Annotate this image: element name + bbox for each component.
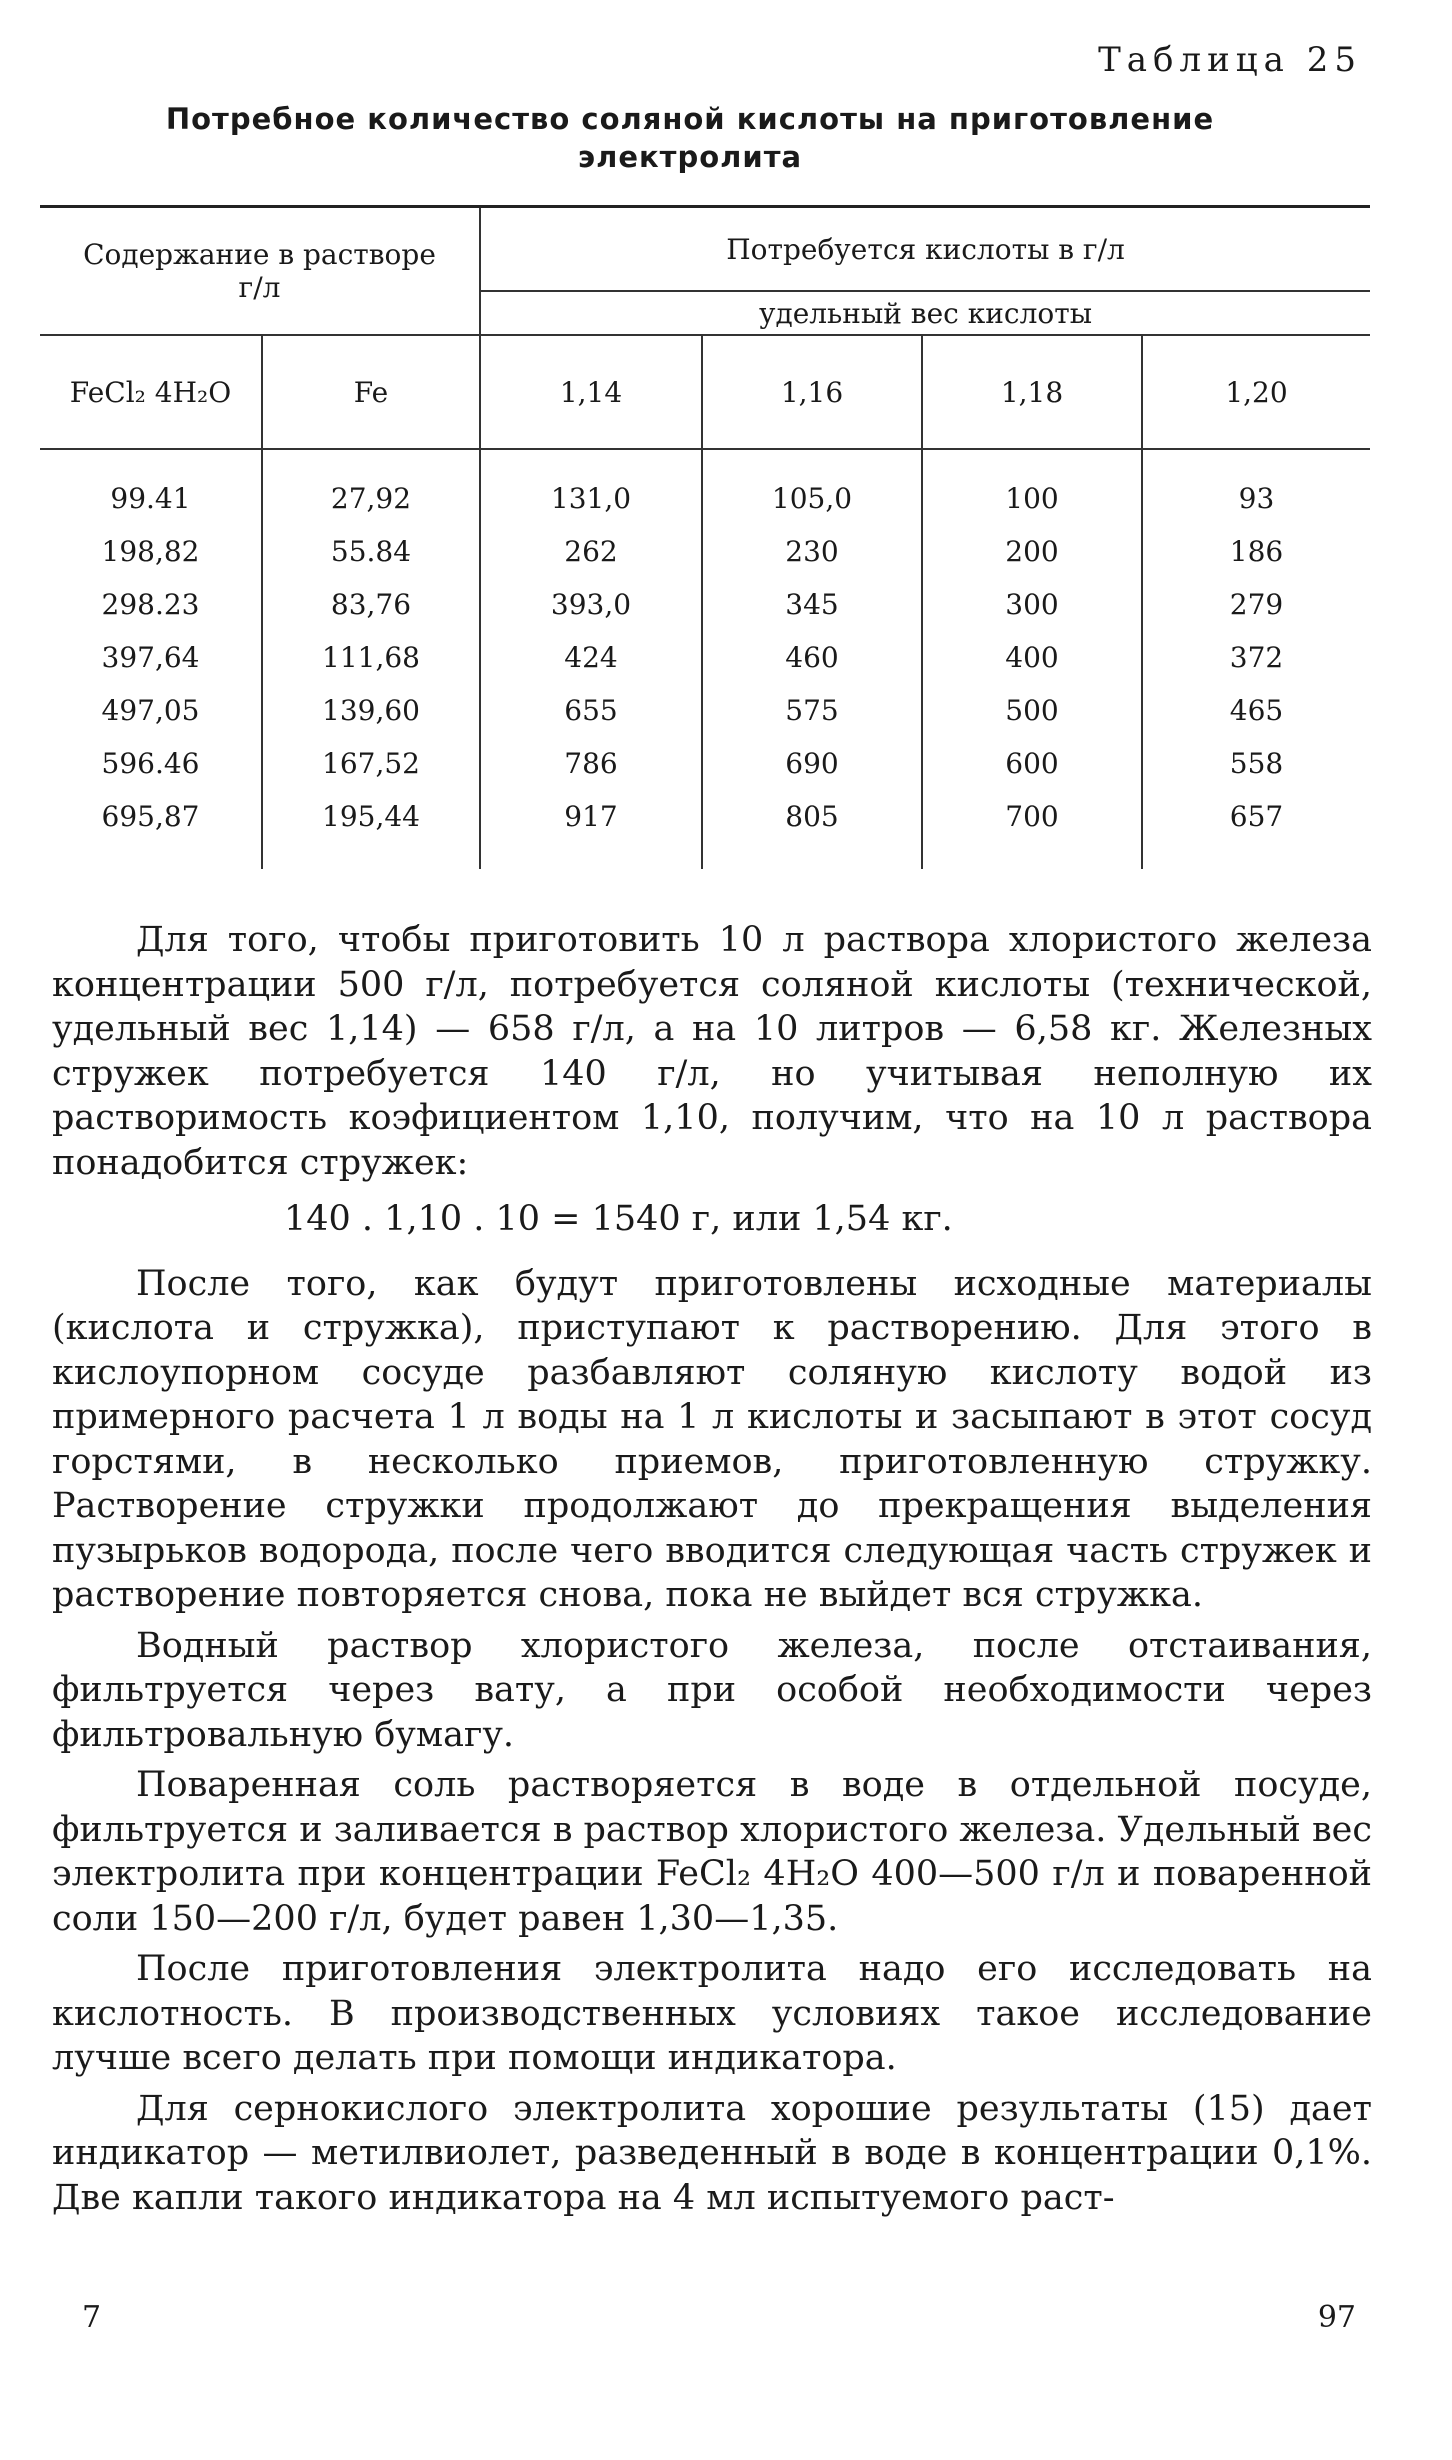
paragraph: После приготовления электролита надо его исследовать на кислотность. В производственных условиях такое исследование лучше всего делать при помощи индикатора. bbox=[52, 1949, 1372, 2078]
table-cell: 195,44 bbox=[262, 790, 480, 869]
table-cell: 460 bbox=[702, 631, 922, 684]
table-cell: 424 bbox=[480, 631, 702, 684]
table-cell: 372 bbox=[1142, 631, 1370, 684]
table-cell: 93 bbox=[1142, 449, 1370, 525]
table-cell: 596.46 bbox=[101, 747, 200, 780]
table-row bbox=[40, 631, 1370, 684]
formula: 140 . 1,10 . 10 = 1540 г, или 1,54 кг. bbox=[284, 1199, 953, 1239]
paragraph: Для сернокислого электролита хорошие результаты (15) дает индикатор — метилвиолет, разведенный в воде в концентрации 0,1%. Две капли такого индикатора на 4 мл испытуемого раст- bbox=[52, 2088, 1372, 2218]
signature-mark: 7 bbox=[82, 2300, 102, 2335]
header-specific-gravity: удельный вес кислоты bbox=[480, 291, 1370, 335]
table-cell: 198,82 bbox=[101, 535, 200, 568]
table-cell: 167,52 bbox=[262, 737, 480, 790]
page-number: 97 bbox=[1317, 2300, 1356, 2335]
table-cell: 497,05 bbox=[101, 694, 200, 727]
table-cell: 805 bbox=[702, 790, 922, 869]
table-cell: 298.23 bbox=[101, 588, 200, 621]
table-cell: 917 bbox=[480, 790, 702, 869]
table-cell: 230 bbox=[702, 525, 922, 578]
table-number: Таблица 25 bbox=[1098, 40, 1362, 80]
table-cell: 400 bbox=[922, 631, 1142, 684]
table-cell: 99.41 bbox=[110, 482, 191, 515]
table-cell: 558 bbox=[1142, 737, 1370, 790]
paragraph: После того, как будут приготовлены исходные материалы (кислота и стружка), приступают к растворению. Для этого в кислоупорном сосуде разбавляют соляную кислоту водой из примерного расчета 1 л воды на 1 л кислоты и засыпают в этот сосуд горстями, в несколько приемов, приготовленную стружку. Растворение стружки продолжают до прекращения выделения пузырьков водорода, после чего вводится следующая часть стружек и растворение повторяется снова, пока не выйдет вся стружка. bbox=[52, 1263, 1372, 1615]
paragraph: Для того, чтобы приготовить 10 л раствора хлористого железа концентрации 500 г/л, потребуется соляной кислоты (технической, удельный вес 1,14) — 658 г/л, а на 10 литров — 6,58 кг. Железных стружек потребуется 140 г/л, но учитывая неполную их растворимость коэфициентом 1,10, получим, что на 10 л раствора понадобится стружек: bbox=[52, 920, 1372, 1183]
table-cell: 690 bbox=[702, 737, 922, 790]
column-header: 1,14 bbox=[480, 335, 702, 449]
table-row bbox=[40, 525, 1370, 578]
table-cell: 393,0 bbox=[480, 578, 702, 631]
table-cell: 300 bbox=[922, 578, 1142, 631]
table-cell: 657 bbox=[1142, 790, 1370, 869]
table-cell: 397,64 bbox=[101, 641, 200, 674]
header-acid-group: Потребуется кислоты в г/л bbox=[480, 207, 1370, 292]
table-cell: 700 bbox=[922, 790, 1142, 869]
table-cell: 695,87 bbox=[101, 800, 200, 833]
table-cell: 105,0 bbox=[702, 449, 922, 525]
caption-line-1: Потребное количество соляной кислоты на приготовление bbox=[165, 102, 1215, 136]
header-content-group: Содержание в растворе г/л bbox=[40, 207, 480, 336]
paragraph: Водный раствор хлористого железа, после отстаивания, фильтруется через вату, а при особой необходимости через фильтровальную бумагу. bbox=[52, 1625, 1372, 1755]
table-cell: 131,0 bbox=[480, 449, 702, 525]
table-cell: 465 bbox=[1142, 684, 1370, 737]
table-cell: 345 bbox=[702, 578, 922, 631]
paragraph: Поваренная соль растворяется в воде в отдельной посуде, фильтруется и заливается в раствор хлористого железа. Удельный вес электролита при концентрации FeCl₂ 4H₂O 400—500 г/л и поваренной соли 150—200 г/л, будет равен 1,30—1,35. bbox=[52, 1765, 1372, 1939]
column-header: FeCl₂ 4H₂O bbox=[40, 335, 262, 449]
table-cell: 575 bbox=[702, 684, 922, 737]
table-cell: 100 bbox=[922, 449, 1142, 525]
table-cell: 655 bbox=[480, 684, 702, 737]
table-cell: 27,92 bbox=[262, 449, 480, 525]
table-cell: 262 bbox=[480, 525, 702, 578]
table-row bbox=[40, 684, 1370, 737]
table-row bbox=[40, 790, 1370, 869]
table-cell: 279 bbox=[1142, 578, 1370, 631]
column-header: Fe bbox=[262, 335, 480, 449]
table-row bbox=[40, 449, 1370, 525]
table-cell: 600 bbox=[922, 737, 1142, 790]
table-cell: 200 bbox=[922, 525, 1142, 578]
table-row bbox=[40, 737, 1370, 790]
caption-line-2: электролита bbox=[577, 140, 803, 174]
table-cell: 500 bbox=[922, 684, 1142, 737]
table-cell: 111,68 bbox=[262, 631, 480, 684]
column-header: 1,16 bbox=[702, 335, 922, 449]
body-text bbox=[52, 918, 1372, 2226]
table-cell: 139,60 bbox=[262, 684, 480, 737]
table-cell: 186 bbox=[1142, 525, 1370, 578]
table-cell: 786 bbox=[480, 737, 702, 790]
column-header: 1,18 bbox=[922, 335, 1142, 449]
table-cell: 55.84 bbox=[262, 525, 480, 578]
hydrochloric-acid-table bbox=[40, 205, 1370, 869]
table-caption bbox=[120, 100, 1260, 176]
table-cell: 83,76 bbox=[262, 578, 480, 631]
table-row bbox=[40, 578, 1370, 631]
column-header: 1,20 bbox=[1142, 335, 1370, 449]
